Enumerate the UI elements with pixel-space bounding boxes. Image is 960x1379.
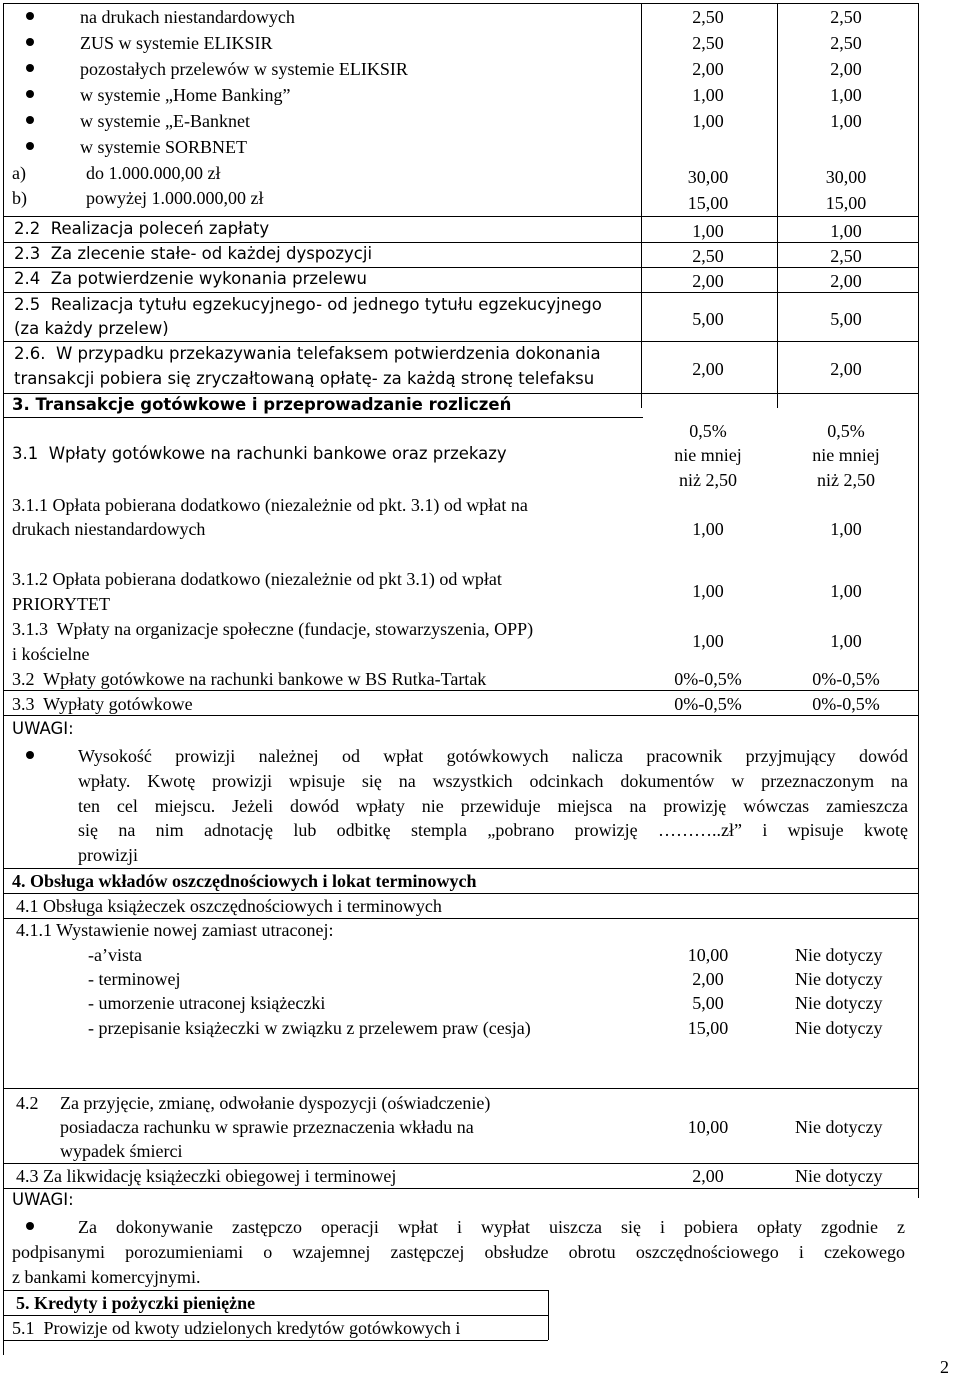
- fee-value: 2,00: [692, 1166, 724, 1186]
- row-divider: [3, 868, 918, 869]
- fee-value: Nie dotyczy: [795, 1018, 883, 1038]
- fee-item-label: - terminowej: [88, 969, 181, 989]
- fee-value: 2,00: [692, 271, 724, 291]
- fee-row-label: Za przyjęcie, zmianę, odwołanie dyspozycji (oświadczenie): [60, 1093, 491, 1113]
- fee-value: 1,00: [830, 85, 862, 105]
- fee-row-label: 2.4 Za potwierdzenie wykonania przelewu: [14, 269, 367, 288]
- fee-row-label: 4.1 Obsługa książeczek oszczędnościowych i terminowych: [16, 896, 442, 916]
- fee-row-label: 2.5 Realizacja tytułu egzekucyjnego- od jednego tytułu egzekucyjnego: [14, 295, 602, 314]
- fee-value: 0,5%: [689, 421, 727, 441]
- row-divider: [3, 1290, 548, 1291]
- fee-row-label: 2.6. W przypadku przekazywania telefaksem potwierdzenia dokonania: [14, 344, 601, 363]
- fee-value: 2,00: [830, 271, 862, 291]
- fee-value: 1,00: [830, 581, 862, 601]
- fee-row-label: (za każdy przelew): [14, 319, 169, 338]
- row-divider: [3, 216, 918, 217]
- fee-value: Nie dotyczy: [795, 1117, 883, 1137]
- fee-item-label: powyżej 1.000.000,00 zł: [86, 188, 264, 208]
- fee-value: 2,50: [830, 7, 862, 27]
- row-divider: [3, 1315, 548, 1316]
- col-divider-section5: [548, 1290, 549, 1340]
- bullet-icon: [26, 116, 34, 124]
- row-divider: [3, 1163, 918, 1164]
- bullet-icon: [26, 12, 34, 20]
- notes-text: podpisanymi porozumieniami o wzajemnej zastępczej obsłudze obrotu oszczędnościowego i czekowego: [12, 1242, 905, 1262]
- section-heading: 4. Obsługa wkładów oszczędnościowych i lokat terminowych: [12, 871, 477, 891]
- row-divider: [3, 393, 918, 394]
- fee-value: 1,00: [830, 519, 862, 539]
- table-border-left: [3, 3, 4, 1355]
- fee-value: 30,00: [687, 167, 729, 187]
- fee-value: 0%-0,5%: [812, 694, 880, 714]
- section-heading: 3. Transakcje gotówkowe i przeprowadzanie rozliczeń: [12, 395, 512, 414]
- row-divider: [3, 417, 643, 418]
- row-divider: [3, 690, 918, 691]
- fee-item-label: - umorzenie utraconej książeczki: [88, 993, 326, 1013]
- bullet-icon: [26, 751, 34, 759]
- fee-row-label: 3.1.1 Opłata pobierana dodatkowo (niezależnie od pkt. 3.1) od wpłat na: [12, 495, 528, 515]
- fee-value: 2,50: [692, 7, 724, 27]
- fee-value: Nie dotyczy: [795, 993, 883, 1013]
- fee-value: 1,00: [692, 519, 724, 539]
- fee-item-label: do 1.000.000,00 zł: [86, 163, 221, 183]
- fee-row-label: 5.1 Prowizje od kwoty udzielonych kredytów gotówkowych i: [12, 1318, 461, 1338]
- fee-value: 5,00: [692, 993, 724, 1013]
- notes-text: ten cel miejscu. Jeżeli dowód wpłaty nie przewiduje miejsca na prowizję wówczas zamieszcza: [78, 796, 908, 816]
- fee-item-label: - przepisanie książeczki w związku z przelewem praw (cesja): [88, 1018, 531, 1038]
- fee-value: 2,00: [830, 59, 862, 79]
- fee-value: 2,00: [830, 359, 862, 379]
- row-divider: [3, 1088, 918, 1089]
- fee-value: 5,00: [692, 309, 724, 329]
- fee-value: nie mniej: [812, 445, 880, 465]
- list-marker: b): [12, 188, 27, 208]
- fee-value: 2,50: [692, 33, 724, 53]
- fee-value: Nie dotyczy: [795, 969, 883, 989]
- fee-row-label: drukach niestandardowych: [12, 519, 206, 539]
- fee-item-label: w systemie „E-Banknet: [80, 111, 250, 131]
- fee-row-label: 3.1 Wpłaty gotówkowe na rachunki bankowe oraz przekazy: [12, 444, 507, 463]
- fee-value: 1,00: [830, 111, 862, 131]
- notes-text: wpłaty. Kwotę prowizji wpisuje się na wszystkich odcinkach dokumentów w przeznaczonym na: [78, 771, 908, 791]
- notes-text: się na nim adnotację lub odbitkę stempla „pobrano prowizję ………..zł” i wpisuje kwotę: [78, 820, 908, 840]
- fee-row-label: wypadek śmierci: [60, 1141, 183, 1161]
- fee-value: 1,00: [692, 85, 724, 105]
- row-divider: [3, 715, 918, 716]
- fee-item-label: na drukach niestandardowych: [80, 7, 295, 27]
- fee-item-label: pozostałych przelewów w systemie ELIKSIR: [80, 59, 408, 79]
- fee-value: 1,00: [692, 631, 724, 651]
- row-divider: [3, 1340, 548, 1341]
- fee-value: 2,50: [830, 246, 862, 266]
- fee-value: 1,00: [692, 221, 724, 241]
- fee-value: 1,00: [692, 581, 724, 601]
- fee-value: 15,00: [687, 193, 729, 213]
- fee-item-label: w systemie „Home Banking”: [80, 85, 291, 105]
- notes-text: prowizji: [78, 845, 138, 865]
- fee-row-label: PRIORYTET: [12, 594, 111, 614]
- row-divider: [3, 242, 918, 243]
- fee-value: 2,00: [692, 969, 724, 989]
- fee-value: 30,00: [825, 167, 867, 187]
- section-heading: 5. Kredyty i pożyczki pieniężne: [16, 1293, 256, 1313]
- row-divider: [3, 341, 918, 342]
- fee-value: 0%-0,5%: [812, 669, 880, 689]
- bullet-icon: [26, 38, 34, 46]
- fee-row-label: 2.2 Realizacja poleceń zapłaty: [14, 219, 270, 238]
- fee-value: 2,00: [692, 359, 724, 379]
- fee-row-label: 4.1.1 Wystawienie nowej zamiast utraconej:: [16, 920, 334, 940]
- fee-value: niż 2,50: [817, 470, 875, 490]
- fee-value: 10,00: [687, 1117, 729, 1137]
- fee-row-label: 3.1.2 Opłata pobierana dodatkowo (niezależnie od pkt 3.1) od wpłat: [12, 569, 502, 589]
- fee-value: 15,00: [825, 193, 867, 213]
- bullet-icon: [26, 90, 34, 98]
- fee-value: nie mniej: [674, 445, 742, 465]
- fee-value: 1,00: [692, 111, 724, 131]
- table-border-right: [918, 3, 919, 1198]
- bullet-icon: [26, 1222, 34, 1230]
- notes-heading: UWAGI:: [12, 1190, 74, 1209]
- col-divider-1: [641, 3, 642, 408]
- row-divider: [3, 292, 918, 293]
- fee-value: Nie dotyczy: [795, 945, 883, 965]
- fee-row-label: 3.3 Wypłaty gotówkowe: [12, 694, 193, 714]
- fee-item-label: ZUS w systemie ELIKSIR: [80, 33, 273, 53]
- table-border-top: [3, 3, 918, 4]
- fee-value: 0%-0,5%: [674, 669, 742, 689]
- fee-value: 2,00: [692, 59, 724, 79]
- row-divider: [3, 1188, 918, 1189]
- fee-item-label: -a’vista: [88, 945, 142, 965]
- bullet-icon: [26, 142, 34, 150]
- fee-row-label: i kościelne: [12, 644, 90, 664]
- row-divider: [3, 918, 918, 919]
- fee-row-label: transakcji pobiera się zryczałtowaną opłatę- za każdą stronę telefaksu: [14, 369, 595, 388]
- row-divider: [3, 893, 918, 894]
- fee-row-label: 2.3 Za zlecenie stałe- od każdej dyspozycji: [14, 244, 373, 263]
- fee-row-label: 3.2 Wpłaty gotówkowe na rachunki bankowe w BS Rutka-Tartak: [12, 669, 487, 689]
- page-number: 2: [940, 1357, 949, 1377]
- fee-value: 5,00: [830, 309, 862, 329]
- fee-value: 0,5%: [827, 421, 865, 441]
- row-divider: [3, 267, 918, 268]
- fee-value: 15,00: [687, 1018, 729, 1038]
- col-divider-2: [777, 3, 778, 408]
- notes-text: Wysokość prowizji należnej od wpłat gotówkowych nalicza pracownik przyjmujący dowód: [78, 746, 908, 766]
- fee-value: Nie dotyczy: [795, 1166, 883, 1186]
- fee-value: 2,50: [830, 33, 862, 53]
- fee-value: 0%-0,5%: [674, 694, 742, 714]
- fee-value: 1,00: [830, 631, 862, 651]
- notes-heading: UWAGI:: [12, 719, 74, 738]
- notes-text: Za dokonywanie zastępczo operacji wpłat i wypłat uiszcza się i pobiera opłaty zgodnie z: [78, 1217, 905, 1237]
- fee-value: niż 2,50: [679, 470, 737, 490]
- notes-text: z bankami komercyjnymi.: [12, 1267, 201, 1287]
- fee-value: 10,00: [687, 945, 729, 965]
- bullet-icon: [26, 64, 34, 72]
- fee-value: 2,50: [692, 246, 724, 266]
- list-marker: a): [12, 163, 26, 183]
- fee-row-label: 4.3 Za likwidację książeczki obiegowej i terminowej: [16, 1166, 397, 1186]
- fee-row-label: posiadacza rachunku w sprawie przeznaczenia wkładu na: [60, 1117, 474, 1137]
- fee-row-number: 4.2: [16, 1093, 39, 1113]
- fee-row-label: 3.1.3 Wpłaty na organizacje społeczne (fundacje, stowarzyszenia, OPP): [12, 619, 534, 639]
- fee-item-label: w systemie SORBNET: [80, 137, 248, 157]
- fee-value: 1,00: [830, 221, 862, 241]
